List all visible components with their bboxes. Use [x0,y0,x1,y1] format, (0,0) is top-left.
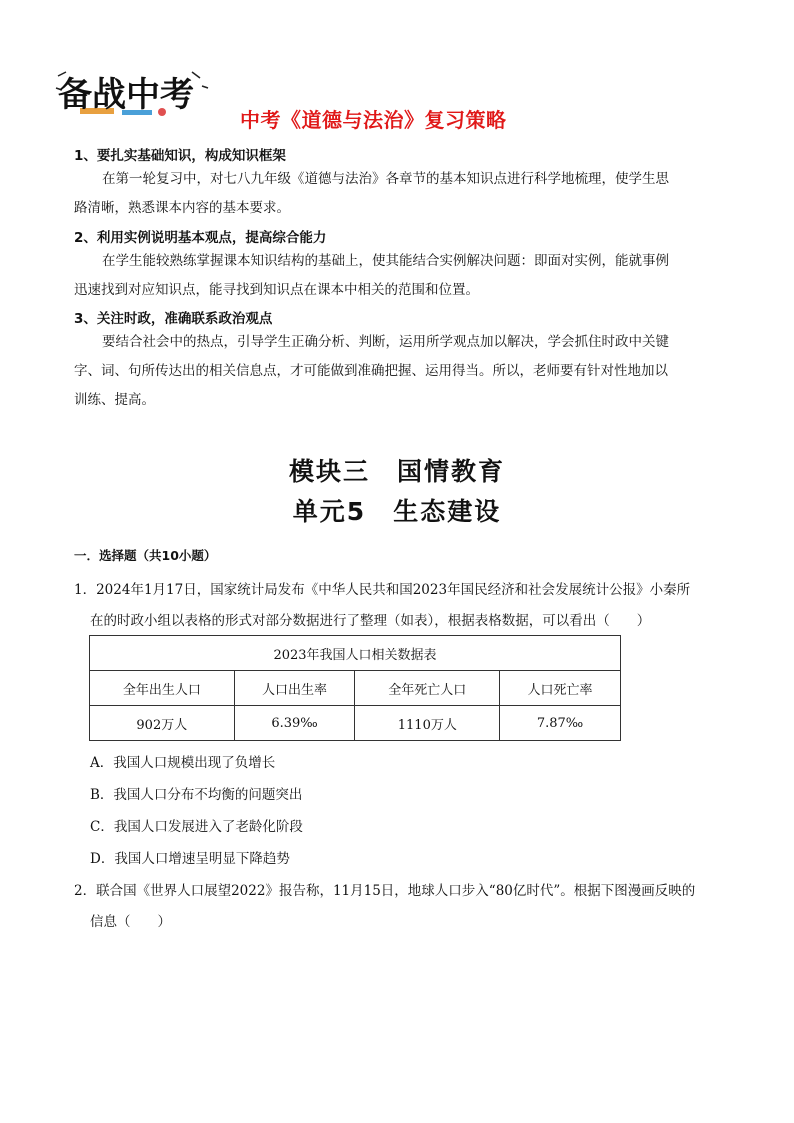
strategy-line: 在第一轮复习中，对七八九年级《道德与法治》各章节的基本知识点进行科学地梳理，使学生思 [102,171,669,187]
table-cell: 7.87‰ [500,706,621,741]
table-cell: 6.39‰ [234,706,355,741]
table-cell: 1110万人 [355,706,500,741]
section-label: 一．选择题（共10小题） [74,548,217,563]
strategy-line: 路清晰，熟悉课本内容的基本要求。 [74,200,290,216]
table-cell: 902万人 [90,706,235,741]
question-1-stem-cont: 在的时政小组以表格的形式对部分数据进行了整理（如表），根据表格数据，可以看出（ ） [90,613,651,629]
logo-graphic [52,66,212,130]
table-header-row [90,671,621,706]
table-header-cell: 全年出生人口 [90,671,235,706]
table-header-cell: 人口死亡率 [500,671,621,706]
table-caption: 2023年我国人口相关数据表 [90,636,621,671]
strategy-line: 迅速找到对应知识点，能寻找到知识点在课本中相关的范围和位置。 [74,282,479,298]
strategy-heading-3: 3、关注时政，准确联系政治观点 [74,311,273,327]
page-title: 中考《道德与法治》复习策略 [240,108,507,132]
strategy-line: 在学生能较熟练掌握课本知识结构的基础上，使其能结合实例解决问题：即面对实例，能就事例 [102,253,669,269]
strategy-heading-1: 1、要扎实基础知识，构成知识框架 [74,148,286,164]
question-1-option-b[interactable]: B．我国人口分布不均衡的问题突出 [90,787,303,803]
strategy-body-3 [74,328,724,415]
strategy-body-1 [74,165,724,223]
question-1-stem: 1．2024年1月17日，国家统计局发布《中华人民共和国2023年国民经济和社会发展统计公报》小秦所 [74,582,691,598]
population-table [89,635,621,741]
question-2-stem-cont: 信息（ ） [90,914,171,930]
question-2-stem: 2．联合国《世界人口展望2022》报告称，11月15日，地球人口步入“80亿时代”。根据下图漫画反映的 [74,883,696,899]
logo [52,66,212,130]
module-title: 模块三 国情教育 [288,457,505,486]
question-1-option-d[interactable]: D．我国人口增速呈明显下降趋势 [90,851,290,867]
unit-title: 单元5 生态建设 [292,497,502,526]
table-row [90,706,621,741]
strategy-line: 训练、提高。 [74,392,155,408]
strategy-line: 字、词、句所传达出的相关信息点，才可能做到准确把握、运用得当。所以，老师要有针对性地加以 [74,363,668,379]
table-header-cell: 人口出生率 [234,671,355,706]
question-1-option-a[interactable]: A．我国人口规模出现了负增长 [90,755,276,771]
logo-text: 备战中考 [58,75,194,115]
strategy-body-2 [74,247,724,305]
question-1-option-c[interactable]: C．我国人口发展进入了老龄化阶段 [90,819,303,835]
strategy-heading-2: 2、利用实例说明基本观点，提高综合能力 [74,230,327,246]
strategy-line: 要结合社会中的热点，引导学生正确分析、判断，运用所学观点加以解决，学会抓住时政中关键 [102,334,669,350]
table-header-cell: 全年死亡人口 [355,671,500,706]
